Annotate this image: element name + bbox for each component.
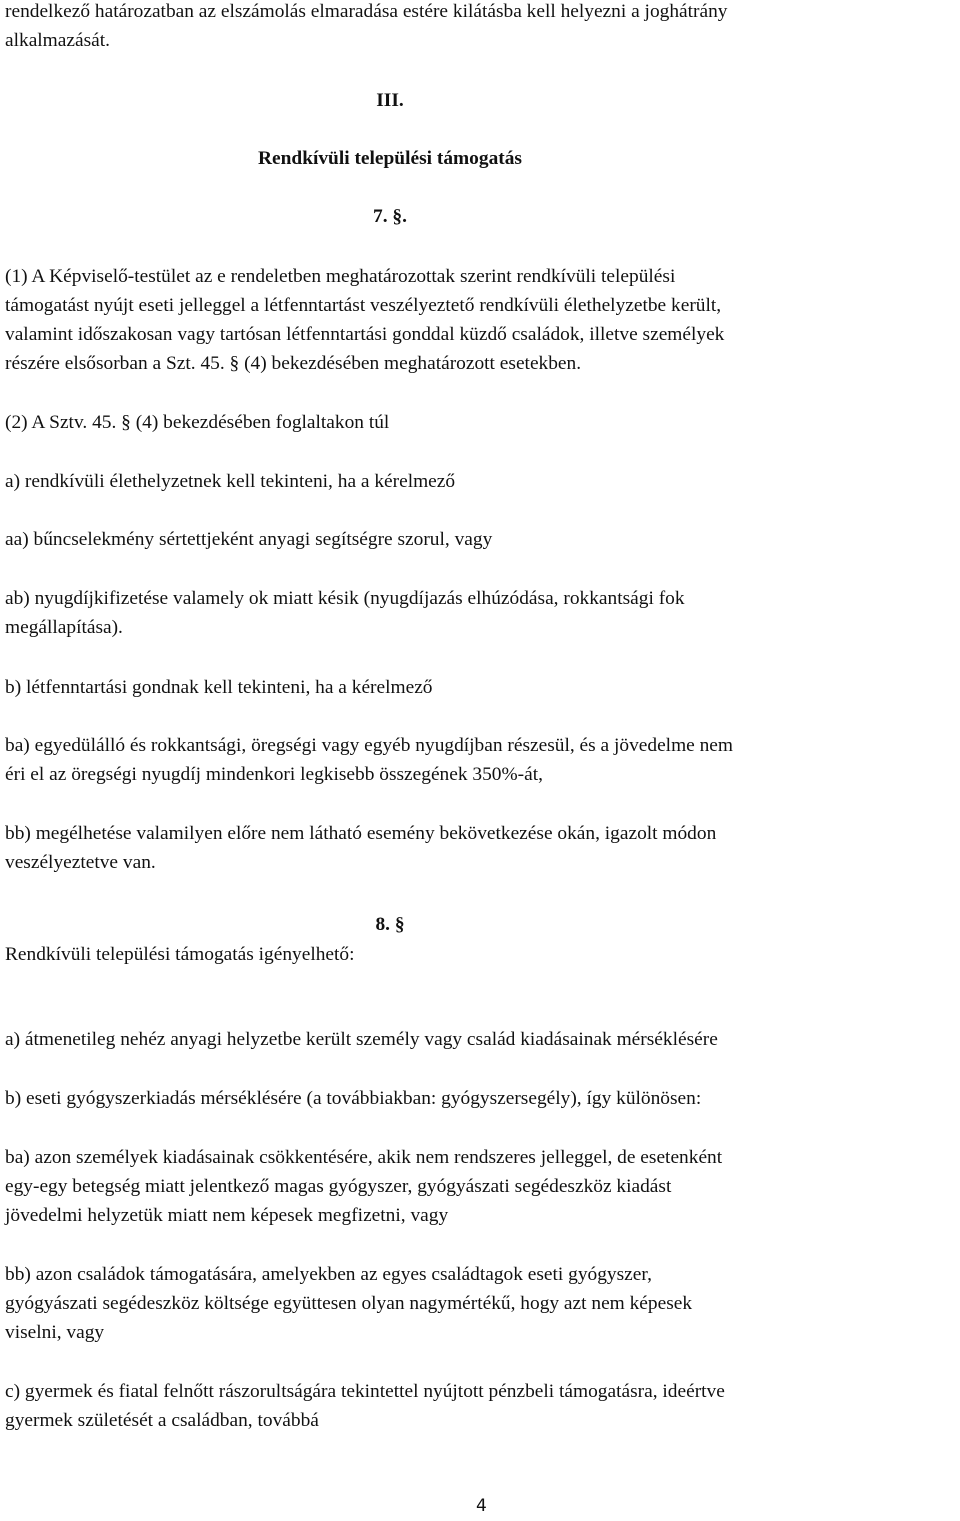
item-bb-line-1: bb) megélhetése valamilyen előre nem látható esemény bekövetkezése okán, igazolt módon [5, 823, 717, 844]
chapter-title: Rendkívüli települési támogatás [258, 148, 522, 169]
intro-line-1: rendelkező határozatban az elszámolás elmaradása estére kilátásba kell helyezni a joghátrány [5, 1, 728, 22]
s8-item-bb-line-2: gyógyászati segédeszköz költsége együttesen olyan nagymértékű, hogy azt nem képesek [5, 1293, 693, 1314]
item-b: b) létfenntartási gondnak kell tekinteni, ha a kérelmező [5, 677, 433, 698]
s8-item-c-line-2: gyermek születését a családban, továbbá [5, 1410, 319, 1431]
para-1-line-2: támogatást nyújt eseti jelleggel a létfenntartást veszélyeztető rendkívüli élethelyzetbe került, [5, 295, 722, 316]
s8-item-b: b) eseti gyógyszerkiadás mérséklésére (a továbbiakban: gyógyszersegély), így különösen: [5, 1088, 702, 1109]
intro-line-2: alkalmazását. [5, 30, 110, 51]
item-ab-line-1: ab) nyugdíjkifizetése valamely ok miatt késik (nyugdíjazás elhúzódása, rokkantsági fok [5, 588, 685, 609]
section-8-heading: 8. § [375, 914, 405, 935]
section-8-intro: Rendkívüli települési támogatás igényelhető: [5, 944, 355, 965]
s8-item-ba-line-1: ba) azon személyek kiadásainak csökkentésére, akik nem rendszeres jelleggel, de esetenként [5, 1147, 723, 1168]
item-aa: aa) bűncselekmény sértettjeként anyagi segítségre szorul, vagy [5, 529, 493, 550]
s8-item-a: a) átmenetileg nehéz anyagi helyzetbe került személy vagy család kiadásainak mérséklésére [5, 1029, 718, 1050]
s8-item-bb-line-1: bb) azon családok támogatására, amelyekben az egyes családtagok eseti gyógyszer, [5, 1264, 652, 1285]
para-2: (2) A Sztv. 45. § (4) bekezdésében foglaltakon túl [5, 412, 390, 433]
chapter-heading: III. [376, 90, 404, 111]
item-bb-line-2: veszélyeztetve van. [5, 852, 156, 873]
s8-item-c-line-1: c) gyermek és fiatal felnőtt rászorultságára tekintettel nyújtott pénzbeli támogatásra, ideértve [5, 1381, 725, 1402]
s8-item-ba-line-2: egy-egy betegség miatt jelentkező magas gyógyszer, gyógyászati segédeszköz kiadást [5, 1176, 672, 1197]
item-ba-line-1: ba) egyedülálló és rokkantsági, öregségi vagy egyéb nyugdíjban részesül, és a jövedelme nem [5, 735, 733, 756]
para-1-line-4: részére elsősorban a Szt. 45. § (4) bekezdésében meghatározott esetekben. [5, 353, 582, 374]
page-number: 4 [476, 1496, 487, 1516]
s8-item-bb-line-3: viselni, vagy [5, 1322, 105, 1343]
para-1-line-3: valamint időszakosan vagy tartósan létfenntartási gonddal küzdő családok, illetve személyek [5, 324, 725, 345]
item-ba-line-2: éri el az öregségi nyugdíj mindenkori legkisebb összegének 350%-át, [5, 764, 543, 785]
item-a: a) rendkívüli élethelyzetnek kell tekinteni, ha a kérelmező [5, 471, 456, 492]
para-1-line-1: (1) A Képviselő-testület az e rendeletben meghatározottak szerint rendkívüli települési [5, 266, 676, 287]
s8-item-ba-line-3: jövedelmi helyzetük miatt nem képesek megfizetni, vagy [5, 1205, 449, 1226]
item-ab-line-2: megállapítása). [5, 617, 123, 638]
section-7-heading: 7. §. [373, 206, 407, 227]
